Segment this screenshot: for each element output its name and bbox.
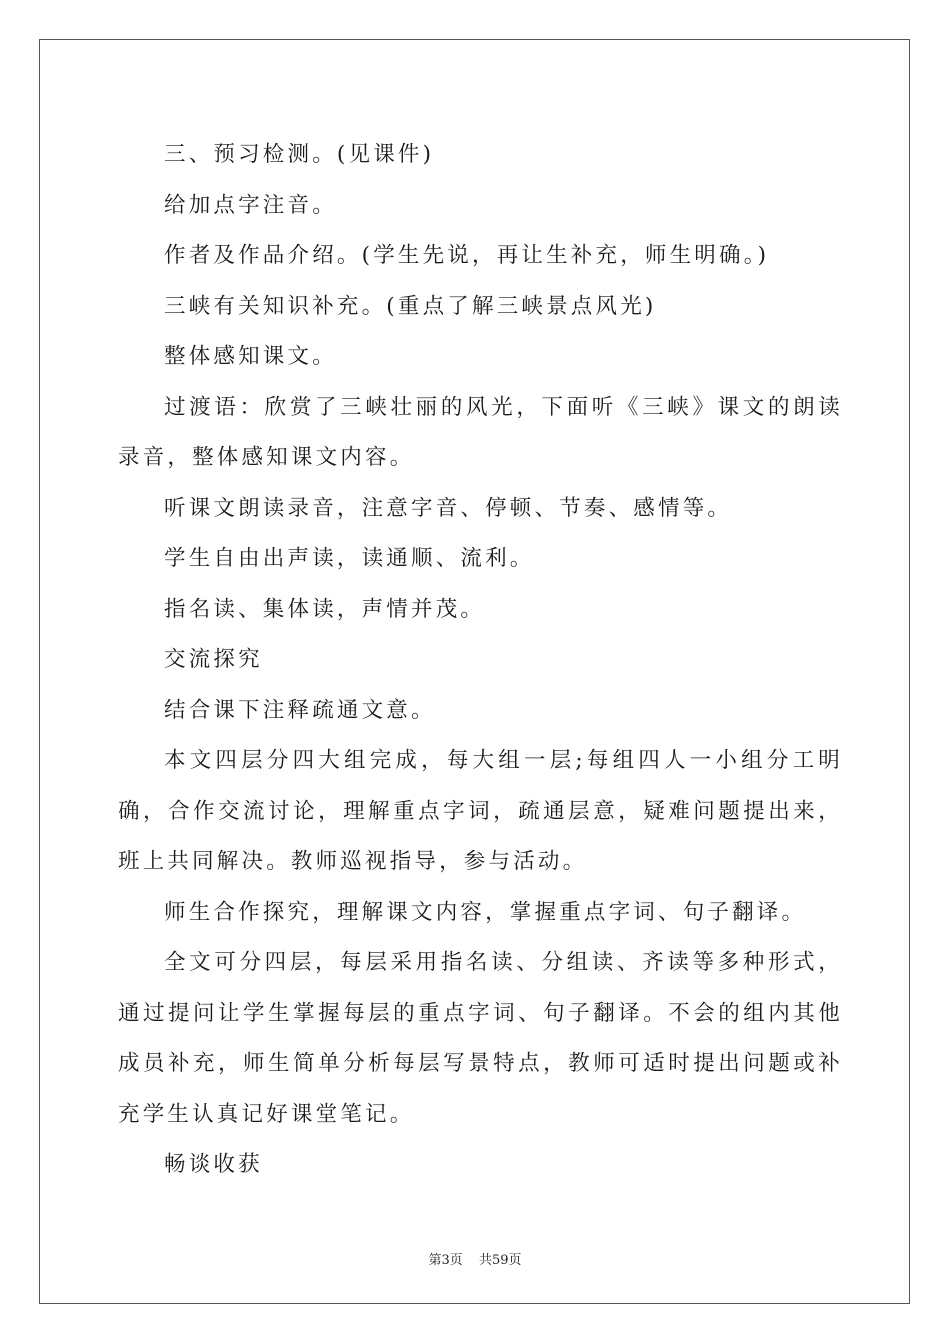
page-number: 第3页 xyxy=(428,1253,463,1268)
paragraph-phonetic: 给加点字注音。 xyxy=(164,192,337,218)
paragraph-four-layers: 全文可分四层，每层采用指名读、分组读、齐读等多种形式，通过提问让学生掌握每层的重点字词、句子翻译。不会的组内其他成员补充，师生简单分析每层写景特点，教师可适时提出问题或补充学生认真记好课堂笔记。 xyxy=(118,950,843,1127)
paragraph-harvest: 畅谈收获 xyxy=(164,1152,263,1177)
paragraph-group-work: 本文四层分四大组完成，每大组一层;每组四人一小组分工明确，合作交流讨论，理解重点字词，疏通层意，疑难问题提出来，班上共同解决。教师巡视指导，参与活动。 xyxy=(118,748,843,874)
page-footer xyxy=(0,1249,950,1268)
paragraph-listen-recording: 听课文朗读录音，注意字音、停顿、节奏、感情等。 xyxy=(164,495,733,521)
paragraph-author-intro: 作者及作品介绍。(学生先说，再让生补充，师生明确。) xyxy=(164,243,770,268)
paragraph-exchange-explore: 交流探究 xyxy=(164,647,263,672)
paragraph-transition: 过渡语：欣赏了三峡壮丽的风光，下面听《三峡》课文的朗读录音，整体感知课文内容。 xyxy=(118,394,843,470)
total-pages: 共59页 xyxy=(478,1253,522,1268)
paragraph-cooperative-inquiry: 师生合作探究，理解课文内容，掌握重点字词、句子翻译。 xyxy=(164,899,807,925)
document-body xyxy=(118,130,843,1191)
paragraph-annotations: 结合课下注释疏通文意。 xyxy=(164,697,436,723)
paragraph-read-aloud: 学生自由出声读，读通顺、流利。 xyxy=(164,546,535,571)
paragraph-overall-perception: 整体感知课文。 xyxy=(164,344,337,369)
paragraph-three-gorges-knowledge: 三峡有关知识补充。(重点了解三峡景点风光) xyxy=(164,293,657,319)
paragraph-preview-check: 三、预习检测。(见课件) xyxy=(164,142,435,167)
paragraph-group-read: 指名读、集体读，声情并茂。 xyxy=(164,596,486,622)
